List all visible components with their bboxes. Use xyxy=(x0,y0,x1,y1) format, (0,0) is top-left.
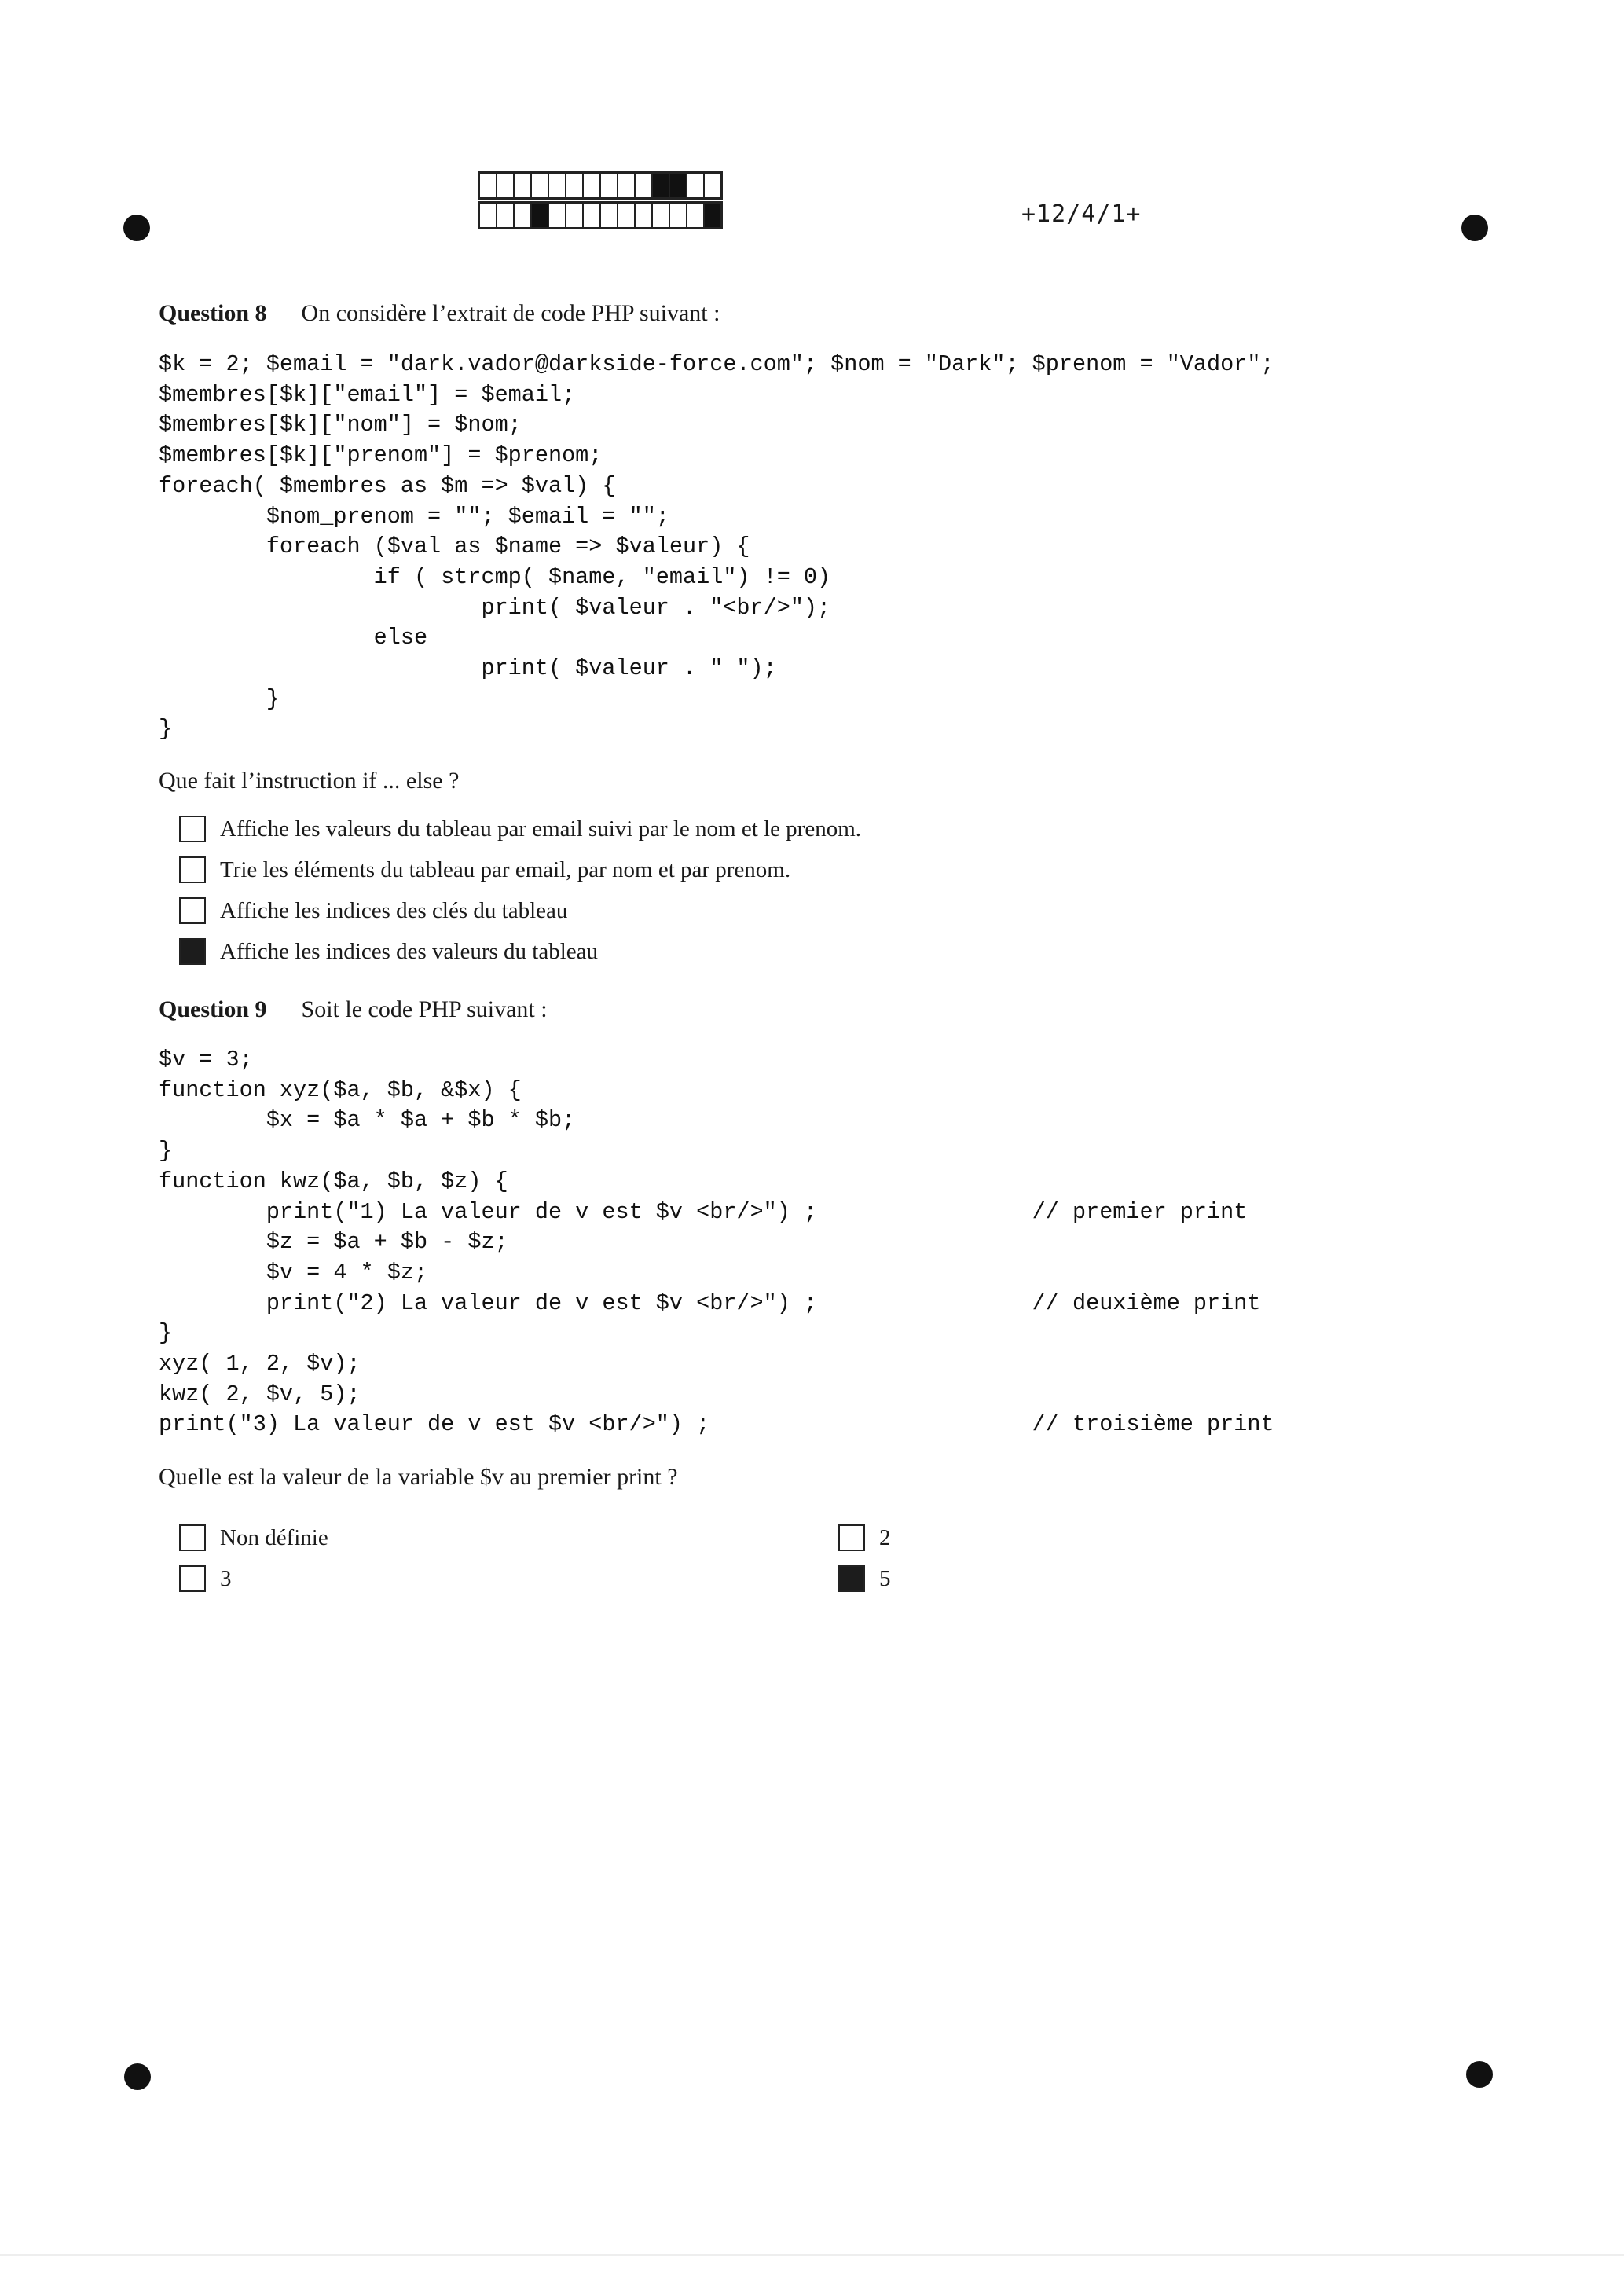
question-8-intro: On considère l’extrait de code PHP suivant : xyxy=(301,300,720,326)
grid-cell xyxy=(515,204,532,227)
student-id-grid-row-2 xyxy=(478,201,723,229)
grid-cell xyxy=(532,174,549,197)
grid-cell xyxy=(549,174,566,197)
q9-option-3[interactable] xyxy=(179,1565,232,1592)
q9-option-2-label: 2 xyxy=(879,1524,891,1550)
q8-option-2[interactable] xyxy=(179,856,790,883)
question-9-heading xyxy=(159,996,548,1023)
grid-cell xyxy=(618,174,636,197)
q8-option-2-checkbox[interactable] xyxy=(179,856,206,883)
grid-cell xyxy=(584,204,601,227)
grid-cell xyxy=(653,174,670,197)
grid-cell xyxy=(480,204,497,227)
q9-option-2[interactable] xyxy=(838,1524,891,1551)
registration-mark-bottom-right xyxy=(1466,2061,1493,2088)
q9-option-1-checkbox[interactable] xyxy=(179,1524,206,1551)
grid-cell xyxy=(705,204,720,227)
grid-cell xyxy=(618,204,636,227)
grid-cell xyxy=(549,204,566,227)
q9-option-1[interactable] xyxy=(179,1524,328,1551)
grid-cell xyxy=(566,174,584,197)
q8-option-4-checkbox[interactable] xyxy=(179,938,206,965)
grid-cell xyxy=(601,204,618,227)
question-8-prompt: Que fait l’instruction if ... else ? xyxy=(159,768,460,794)
q9-option-4-checkbox[interactable] xyxy=(838,1565,865,1592)
grid-cell xyxy=(497,204,515,227)
question-9-code: $v = 3; function xyz($a, $b, &$x) { $x = $a * $a + $b * $b; } function kwz($a, $b, $z) { print("1) La valeur de v est $v <br/>") ; // premier print $z = $a + $b - $z; $v = 4 * $z; print("2) La valeur de v est $v <br/>") ; // deuxième print } xyz( 1, 2, $v); kwz( 2, $v, 5); print("3) La valeur de v est $v <br/>") ; // troisième print xyxy=(159,1047,1274,1438)
q8-option-1-checkbox[interactable] xyxy=(179,816,206,842)
q8-option-3[interactable] xyxy=(179,897,567,924)
q8-option-1-label: Affiche les valeurs du tableau par email suivi par le nom et le prenom. xyxy=(220,816,862,842)
q9-option-1-label: Non définie xyxy=(220,1524,328,1550)
grid-cell xyxy=(515,174,532,197)
grid-cell xyxy=(584,174,601,197)
grid-cell xyxy=(670,174,687,197)
q8-option-1[interactable] xyxy=(179,816,861,842)
grid-cell xyxy=(636,204,653,227)
grid-cell xyxy=(601,174,618,197)
q9-option-4[interactable] xyxy=(838,1565,891,1592)
question-8-code: $k = 2; $email = "dark.vador@darkside-force.com"; $nom = "Dark"; $prenom = "Vador"; $membres[$k]["email"] = $email; $membres[$k]["nom"] = $nom; $membres[$k]["prenom"] = $prenom; foreach( $membres as $m => $val) { $nom_prenom = ""; $email = ""; foreach ($val as $name => $valeur) { if ( strcmp( $name, "email") != 0) print( $valeur . "<br/>"); else print( $valeur . " "); } } xyxy=(159,351,1274,743)
registration-mark-top-left xyxy=(123,215,150,241)
grid-cell xyxy=(497,174,515,197)
question-8-label: Question 8 xyxy=(159,300,267,326)
question-9-label: Question 9 xyxy=(159,996,267,1022)
grid-cell xyxy=(566,204,584,227)
q8-option-2-label: Trie les éléments du tableau par email, par nom et par prenom. xyxy=(220,856,791,882)
page-code: +12/4/1+ xyxy=(1021,200,1142,228)
grid-cell xyxy=(705,174,720,197)
question-8-heading xyxy=(159,300,720,327)
grid-cell xyxy=(653,204,670,227)
grid-cell xyxy=(670,204,687,227)
registration-mark-bottom-left xyxy=(124,2063,151,2090)
q8-option-4-label: Affiche les indices des valeurs du tableau xyxy=(220,938,599,964)
grid-cell xyxy=(480,174,497,197)
scan-edge-line xyxy=(0,2254,1624,2256)
question-9-prompt: Quelle est la valeur de la variable $v au premier print ? xyxy=(159,1464,678,1490)
student-id-grid-row-1 xyxy=(478,171,723,200)
question-9-intro: Soit le code PHP suivant : xyxy=(301,996,548,1022)
grid-cell xyxy=(687,204,705,227)
q9-option-4-label: 5 xyxy=(879,1565,891,1591)
q9-option-3-label: 3 xyxy=(220,1565,232,1591)
grid-cell xyxy=(687,174,705,197)
registration-mark-top-right xyxy=(1461,215,1488,241)
q9-option-3-checkbox[interactable] xyxy=(179,1565,206,1592)
q8-option-4[interactable] xyxy=(179,938,598,965)
q8-option-3-label: Affiche les indices des clés du tableau xyxy=(220,897,568,923)
grid-cell xyxy=(636,174,653,197)
q8-option-3-checkbox[interactable] xyxy=(179,897,206,924)
grid-cell xyxy=(532,204,549,227)
q9-option-2-checkbox[interactable] xyxy=(838,1524,865,1551)
